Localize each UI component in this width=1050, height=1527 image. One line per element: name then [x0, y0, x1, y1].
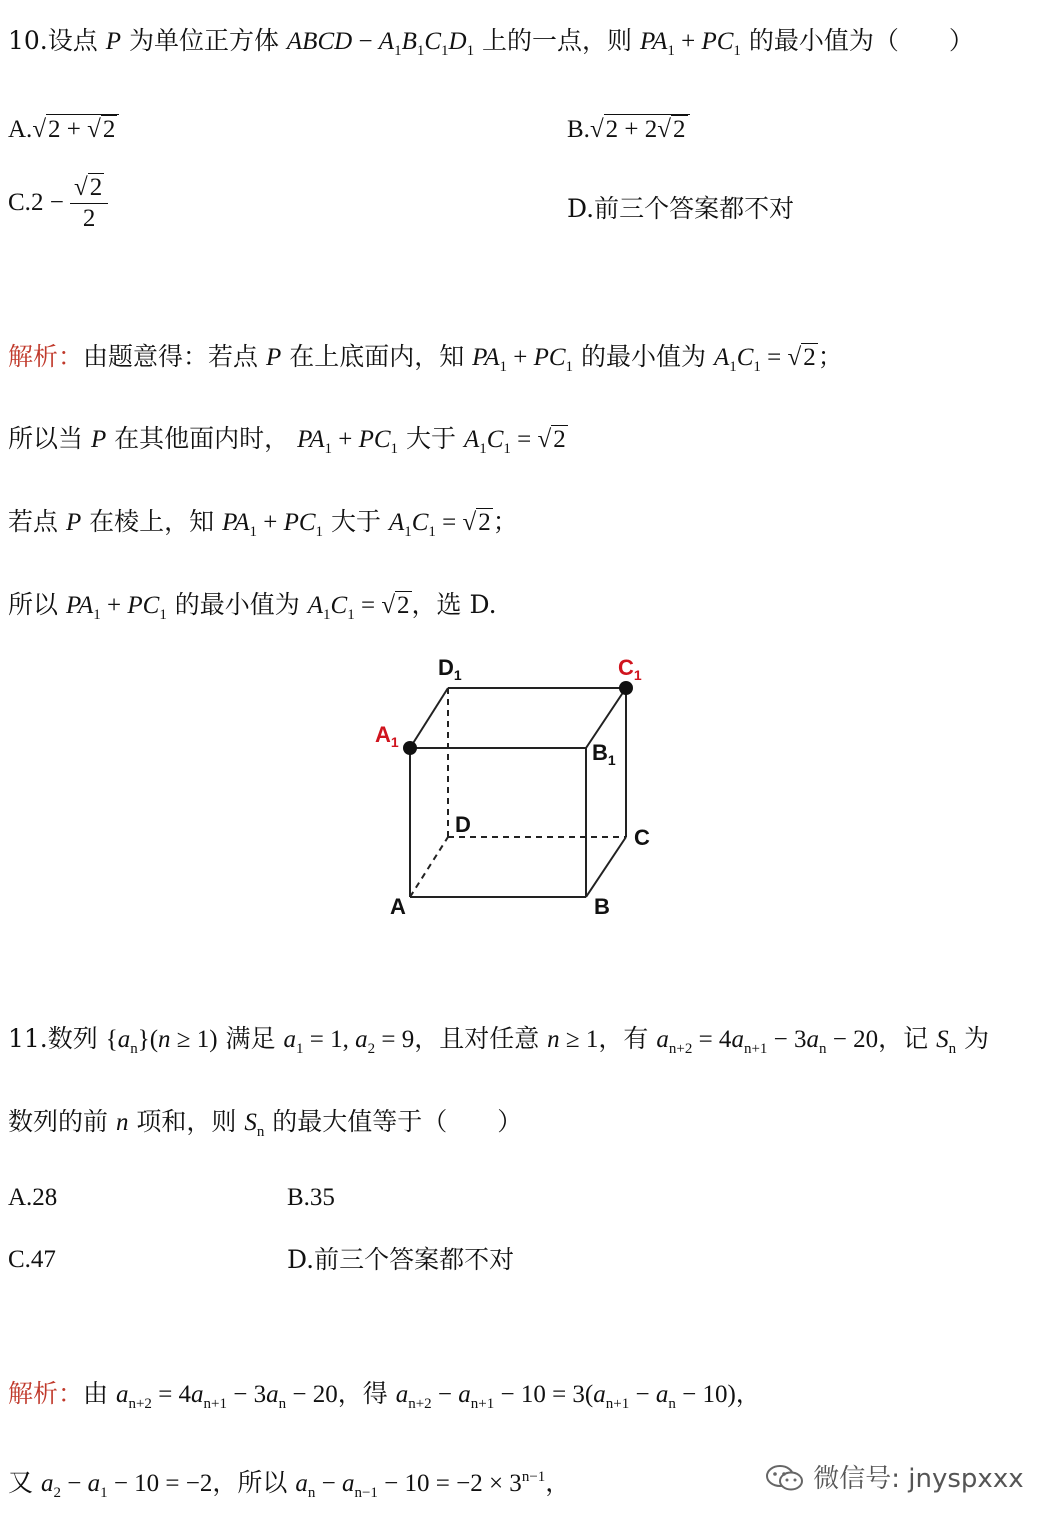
sol10-line-4: 所以 $PA_1 + PC_1$ 的最小值为 $A_1C_1 = √2$，选 D. — [8, 590, 497, 623]
sol10-line-3: 若点 P 在棱上，知 $PA_1 + PC_1$ 大于 $A_1C_1 = √2$； — [8, 507, 518, 540]
q10-option-d: D.前三个答案都不对 — [567, 194, 795, 223]
edge-a-d-hidden — [410, 837, 448, 897]
label-b1: $B_1$ — [592, 740, 616, 768]
label-a1: $A_1$ — [375, 722, 399, 750]
sol11-line-1: 解析：由 $a_{n+2} = 4a_{n+1} - 3a_n - 20$，得 $a_{n+2} - a_{n+1} - 10 = 3(a_{n+1} - a_n - 10)$， — [8, 1379, 761, 1412]
q11-option-d: D.前三个答案都不对 — [287, 1245, 515, 1274]
point-a1 — [403, 741, 417, 755]
q10-option-a: A.√2 + √2 — [8, 112, 119, 147]
label-d: D — [455, 812, 471, 837]
label-b: B — [594, 894, 610, 919]
label-c1: $C_1$ — [618, 655, 642, 683]
watermark-text: 微信号: jnyspxxx — [813, 1464, 1024, 1494]
q10-option-c: C.2 − $\frac{√2}{2}$ — [8, 172, 108, 234]
q11-option-b: B.35 — [287, 1184, 335, 1211]
q10-stem: 10.设点 P 为单位正方体 ABCD − $A_1B_1C_1D_1$ 上的一点，则 $PA_1 + PC_1$ 的最小值为（ ） — [8, 26, 974, 59]
watermark — [765, 1458, 1024, 1495]
q11-option-c: C.47 — [8, 1246, 56, 1273]
label-a: A — [390, 894, 406, 919]
edge-b-c — [586, 837, 626, 897]
sol11-line-2: 又 $a_2 - a_1 - 10 = -2$，所以 $a_n - a_{n-1} - 10 = -2 \times 3^{n-1}$， — [8, 1468, 571, 1501]
wechat-icon — [765, 1463, 805, 1493]
edge-a1-d1 — [410, 688, 448, 748]
q11-stem-line-2: 数列的前 n 项和，则 $S_n$ 的最大值等于（ ） — [8, 1107, 523, 1140]
sol10-line-1: 解析：由题意得：若点 P 在上底面内，知 $PA_1 + PC_1$ 的最小值为 $A_1C_1 = √2$； — [8, 342, 843, 375]
q10-option-b: B.√2 + 2√2 — [567, 112, 690, 147]
point-c1 — [619, 681, 633, 695]
q11-stem-line-1: 11.数列 $\{a_n\}(n \ge 1)$ 满足 $a_1 = 1$, $a_2 = 9$，且对任意 n ≥ 1，有 $a_{n+2} = 4a_{n+1} - 3a_n - 20$，记 $S_n$ 为 — [8, 1024, 990, 1057]
edge-b1-c1 — [586, 688, 626, 748]
sol10-line-2: 所以当 P 在其他面内时， $PA_1 + PC_1$ 大于 $A_1C_1 = √2$ — [8, 424, 566, 457]
label-d1: $D_1$ — [438, 655, 462, 683]
label-c: C — [634, 825, 650, 850]
q11-option-a: A.28 — [8, 1184, 58, 1211]
